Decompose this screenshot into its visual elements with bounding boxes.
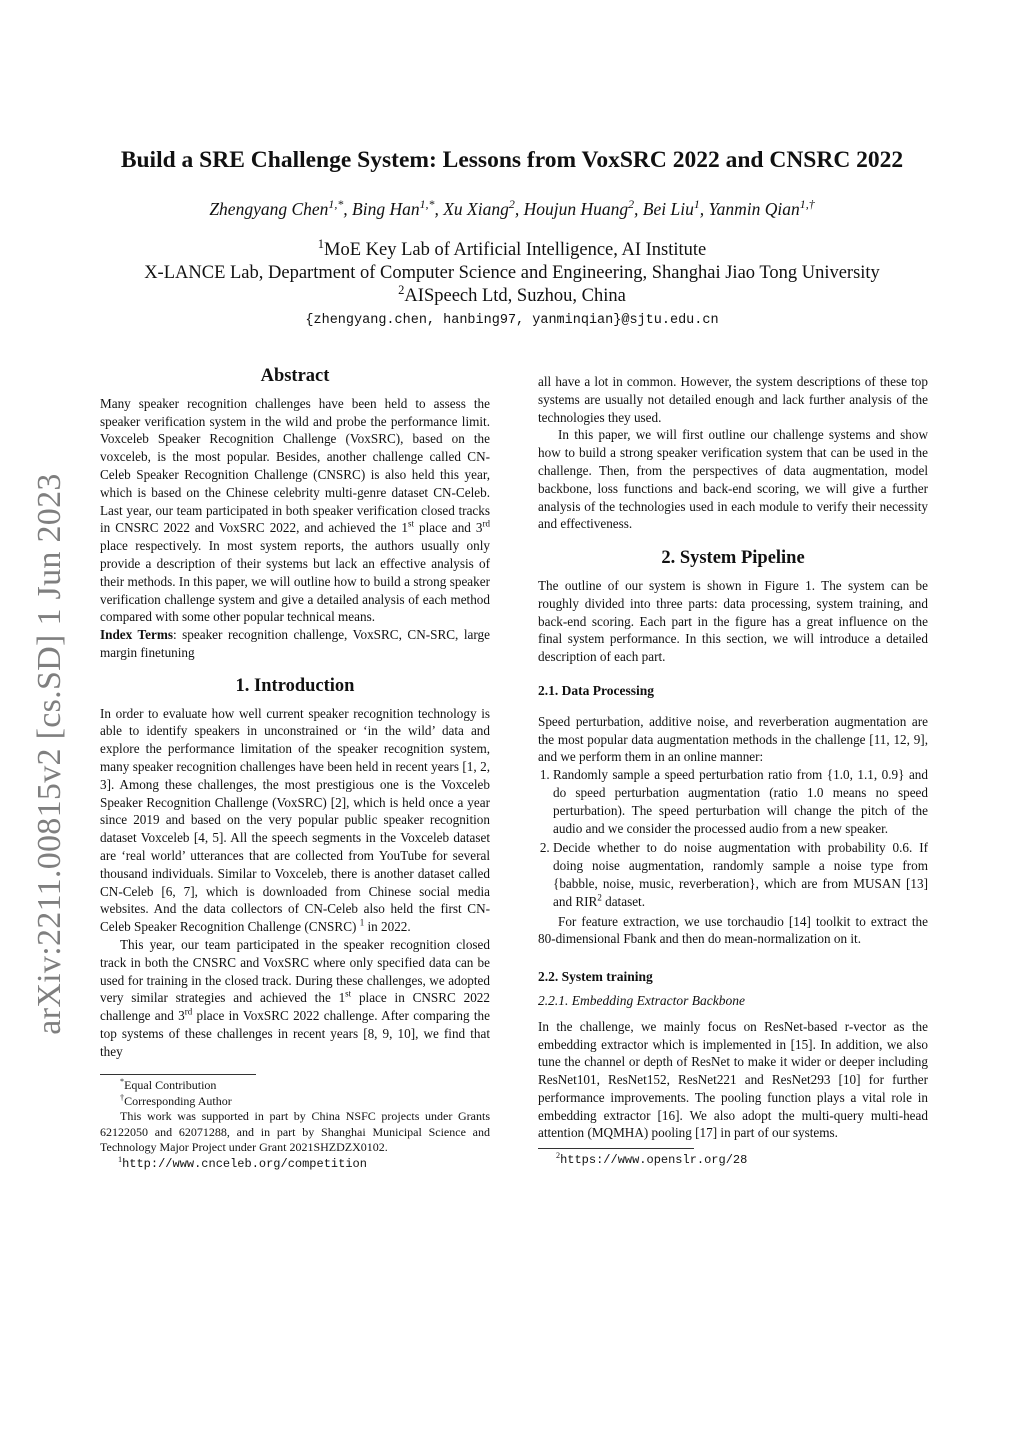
backbone-paragraph: In the challenge, we mainly focus on ResNet-based r-vector as the embedding extractor which is implemented in [15]. In addition, we also tune the channel or depth of ResNet to make it wider or deeper including ResNet101, ResNet152, ResNet221 and ResNet293 [10] for further performance improvements. The pooling function plays a vital role in embedding extractor [16]. We also adopt the multi-query multi-head attention (MQMHA) pooling [17] in part of our systems. bbox=[538, 1018, 928, 1141]
arxiv-identifier: arXiv:2211.00815v2 [cs.SD] 1 Jun 2023 bbox=[31, 473, 68, 1035]
abstract-heading: Abstract bbox=[260, 366, 330, 386]
paper-title: Build a SRE Challenge System: Lessons from VoxSRC 2022 and CNSRC 2022 bbox=[120, 147, 904, 173]
intro-paragraph-4: In this paper, we will first outline our challenge systems and show how to build a strong speaker verification system that can be used in the challenge. Then, from the perspectives of data augmentation, model backbone, loss functions and back-end scoring, we will give a further analysis of the technologies used in each module to verify their necessity and effectiveness. bbox=[538, 427, 928, 532]
author: Bei Liu$^1$ bbox=[642, 197, 700, 219]
augmentation-steps bbox=[538, 766, 928, 910]
footnote-funding: This work was supported in part by China NSFC projects under Grants 62122050 and 62071288, and in part by Shanghai Municipal Science and Technology Major Project under Grant 2021SHZDZX0102. bbox=[100, 1109, 490, 1155]
intro-paragraph-3: all have a lot in common. However, the system descriptions of these top systems are usually not detailed enough and lack further analysis of the technologies they used. bbox=[538, 374, 928, 425]
abstract-text: Many speaker recognition challenges have been held to assess the speaker verification system in the wild and probe the performance limit. Voxceleb Speaker Recognition Challenge (VoxSRC), based on the voxceleb, is the most popular. Besides, another challenge called CN-Celeb Speaker Recognition Challenge (CNSRC) is also held this year, which is based on the Chinese celebrity multi-genre dataset CN-Celeb. Last year, our team participated in both speaker verification closed tracks in CNSRC 2022 and VoxSRC 2022, and achieved the 1st place and 3rd place respectively. In most system reports, the authors usually only provide a description of their systems but lack an effective analysis of their methods. In this paper, we will outline how to build a strong speaker verification challenge system and give a detailed analysis of each method compared with some other popular technical means. bbox=[100, 395, 490, 625]
feature-extraction-paragraph: For feature extraction, we use torchaudio [14] toolkit to extract the 80-dimensional Fbank and then do mean-normalization on it. bbox=[538, 913, 928, 947]
author: Xu Xiang$^2$ bbox=[443, 197, 515, 219]
footnote-divider bbox=[100, 1074, 256, 1075]
cnceleb-link[interactable]: http://www.cnceleb.org/competition bbox=[122, 1156, 367, 1171]
system-training-heading: 2.2. System training bbox=[538, 969, 653, 985]
author: Houjun Huang$^2$ bbox=[523, 197, 635, 219]
author: Yanmin Qian$^{1,\dagger}$ bbox=[708, 197, 815, 219]
intro-paragraph-2: This year, our team participated in the speaker recognition closed track in both the CNSRC and VoxSRC where only specified data can be used for training in the closed track. During these challenges, we adopted very similar strategies and achieved the 1st place in CNSRC 2022 challenge and 3rd place in VoxSRC 2022 challenge. After comparing the top systems of these challenges in recent years [8, 9, 10], we find that they bbox=[100, 936, 490, 1059]
pipeline-paragraph: The outline of our system is shown in Figure 1. The system can be roughly divided into three parts: data processing, system training, and back-end scoring. Each part in the figure has a great influence on the final system performance. In this section, we will introduce a detailed description of each part. bbox=[538, 577, 928, 665]
footnote-url-2: $^2$https://www.openslr.org/28 bbox=[556, 1151, 748, 1168]
author-emails: {zhengyang.chen, hanbing97, yanminqian}@sjtu.edu.cn bbox=[305, 313, 719, 328]
author: Bing Han$^{1,*}$ bbox=[352, 197, 435, 219]
footnote-equal-contribution: *Equal Contribution bbox=[120, 1077, 217, 1093]
affiliations bbox=[0, 236, 1024, 308]
introduction-heading: 1. Introduction bbox=[235, 675, 355, 696]
index-terms: Index Terms: speaker recognition challenge, VoxSRC, CN-SRC, large margin finetuning bbox=[100, 627, 490, 660]
backbone-heading: 2.2.1. Embedding Extractor Backbone bbox=[538, 992, 745, 1008]
data-processing-paragraph: Speed perturbation, additive noise, and reverberation augmentation are the most popular data augmentation methods in the challenge [11, 12, 9], and we perform them in an online manner: bbox=[538, 713, 928, 765]
affiliation-1-line2: X-LANCE Lab, Department of Computer Science and Engineering, Shanghai Jiao Tong University bbox=[144, 263, 880, 283]
intro-paragraph-1: In order to evaluate how well current speaker recognition technology is able to identify speakers in unconstrained or ‘in the wild’ data and explore the performance limitation of the speaker recognition system, many speaker recognition challenges have been held in recent years [1, 2, 3]. Among these challenges, the most prestigious one is the Voxceleb Speaker Recognition Challenge (VoxSRC) [2], which is held once a year since 2019 and based on the very popular public speaker recognition dataset Voxceleb [4, 5]. All the speech segments in the Voxceleb dataset are ‘real world’ utterances that are collected from YouTube for several thousand individuals. Similar to Voxceleb, there is another dataset called CN-Celeb [6, 7], which is downloaded from Chinese social media websites. And the data collectors of CN-Celeb also held the first CN-Celeb Speaker Recognition Challenge (CNSRC) $^1$ in 2022. bbox=[100, 705, 490, 935]
footnote-url-1: $^1$http://www.cnceleb.org/competition bbox=[118, 1154, 367, 1171]
affiliation-1: $^1$MoE Key Lab of Artificial Intelligence, AI Institute bbox=[317, 236, 707, 260]
right-column bbox=[538, 373, 928, 1169]
footnote-divider bbox=[538, 1148, 694, 1149]
list-item: 1. Randomly sample a speed perturbation ratio from {1.0, 1.1, 0.9} and do speed perturbation augmentation (ratio 1.0 means no speed perturbation). The speed perturbation will change the pitch of the audio and we consider the processed audio from a new speaker. bbox=[553, 766, 928, 837]
pipeline-heading: 2. System Pipeline bbox=[661, 548, 805, 569]
left-column bbox=[100, 368, 490, 1172]
openslr-link[interactable]: https://www.openslr.org/28 bbox=[560, 1153, 748, 1168]
list-item: 2. Decide whether to do noise augmentation with probability 0.6. If doing noise augmentation, randomly sample a noise type from {babble, noise, music, reverberation}, which are from MUSAN [13] and RIR$^2$ dataset. bbox=[553, 839, 928, 910]
footnote-corresponding-author: †Corresponding Author bbox=[120, 1092, 232, 1108]
author: Zhengyang Chen$^{1,*}$ bbox=[209, 197, 344, 219]
data-processing-heading: 2.1. Data Processing bbox=[538, 682, 654, 698]
author-list: Zhengyang Chen$^{1,*}$, Bing Han$^{1,*}$, Xu Xiang$^2$, Houjun Huang$^2$, Bei Liu$^1$, Yanmin Qian$^{1,\dagger}$ bbox=[209, 197, 815, 219]
affiliation-2: $^2$AISpeech Ltd, Suzhou, China bbox=[398, 282, 626, 306]
